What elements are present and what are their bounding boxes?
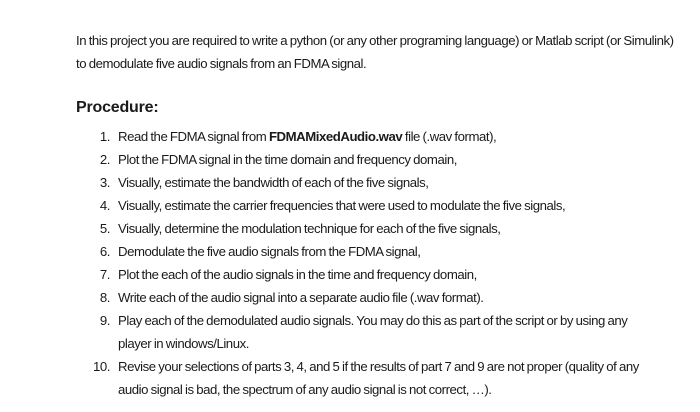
step-text: Revise your selections of parts 3, 4, and 5 if the results of part 7 and 9 are not proper (quality of any audio signal is bad, the spectrum of any audio signal is not correct, …). <box>118 359 639 397</box>
step-text: Demodulate the five audio signals from the FDMA signal, <box>118 244 421 259</box>
step-text: Write each of the audio signal into a separate audio file (.wav format). <box>118 290 484 305</box>
procedure-step-6 <box>0 240 700 263</box>
procedure-step-3 <box>0 171 700 194</box>
procedure-step-10 <box>0 355 700 401</box>
procedure-step-1 <box>0 125 700 148</box>
step-text: Plot the each of the audio signals in the time and frequency domain, <box>118 267 477 282</box>
procedure-heading: Procedure: <box>76 99 159 116</box>
procedure-step-4 <box>0 194 700 217</box>
step-number: 8. <box>99 290 110 305</box>
step-number: 3. <box>99 175 110 190</box>
step-text: Play each of the demodulated audio signals. You may do this as part of the script or by using any player in windows/Linux. <box>118 313 628 351</box>
procedure-step-9 <box>0 309 700 355</box>
step-text: Visually, determine the modulation technique for each of the five signals, <box>118 221 501 236</box>
step-number: 7. <box>99 267 110 282</box>
step-number: 9. <box>99 313 110 328</box>
step-text-post: file (.wav format), <box>402 129 497 144</box>
step-number: 5. <box>99 221 110 236</box>
step-text: Visually, estimate the carrier frequencies that were used to modulate the five signals, <box>118 198 566 213</box>
step-number: 4. <box>99 198 110 213</box>
procedure-step-7 <box>0 263 700 286</box>
step-number: 2. <box>99 152 110 167</box>
step-number: 6. <box>99 244 110 259</box>
procedure-step-5 <box>0 217 700 240</box>
procedure-step-8 <box>0 286 700 309</box>
procedure-list <box>0 125 700 401</box>
step-text: Visually, estimate the bandwidth of each of the five signals, <box>118 175 429 190</box>
step-text: Plot the FDMA signal in the time domain and frequency domain, <box>118 152 457 167</box>
step-number: 10. <box>93 359 110 374</box>
step-number: 1. <box>99 129 110 144</box>
step-text-pre: Read the FDMA signal from <box>118 129 269 144</box>
procedure-step-2 <box>0 148 700 171</box>
filename-bold: FDMAMixedAudio.wav <box>268 129 403 144</box>
intro-paragraph: In this project you are required to write a python (or any other programing language) or Matlab script (or Simulink) to demodulate five audio signals from an FDMA signal. <box>76 33 674 71</box>
step-text <box>118 125 658 148</box>
